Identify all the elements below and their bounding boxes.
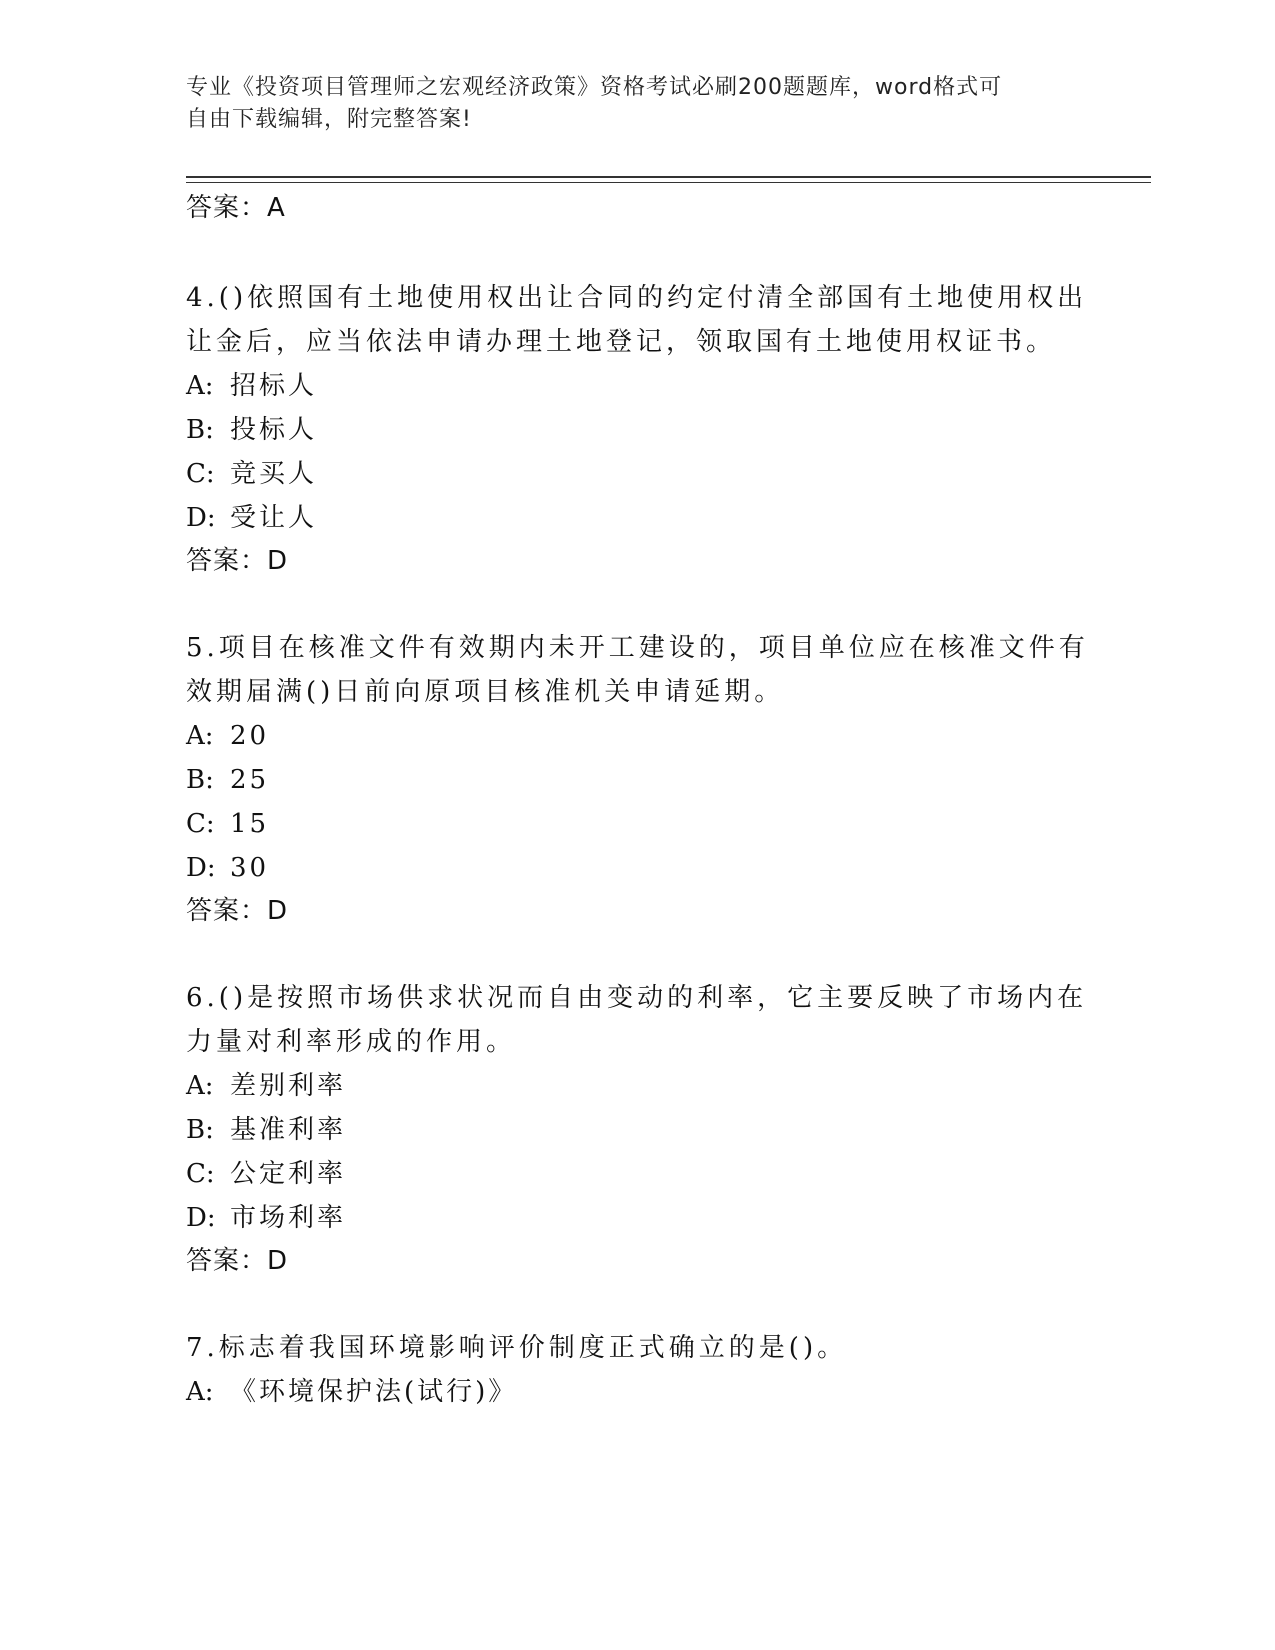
q4-option-a [186, 368, 317, 404]
option-label: B: [186, 1115, 214, 1145]
option-label: C: [186, 1159, 215, 1189]
option-label: D: [186, 503, 216, 533]
q5-answer: 答案：D [186, 896, 289, 926]
option-text: 受让人 [230, 503, 318, 533]
q4-option-c [186, 456, 317, 492]
q6-option-c [186, 1156, 346, 1192]
header-line-1: 专业《投资项目管理师之宏观经济政策》资格考试必刷200题题库，word格式可 [186, 75, 1003, 100]
q6-option-d [186, 1200, 346, 1236]
document-header [186, 72, 1066, 136]
q6-text-line-1: 6.()是按照市场供求状况而自由变动的利率，它主要反映了市场内在 [186, 983, 1088, 1013]
answer-prev: 答案：A [186, 193, 286, 223]
q6-text-line-2: 力量对利率形成的作用。 [186, 1027, 517, 1057]
option-label: C: [186, 459, 215, 489]
q4-text-line-1: 4.()依照国有土地使用权出让合同的约定付清全部国有土地使用权出 [186, 283, 1088, 313]
option-text: 差别利率 [230, 1071, 347, 1101]
q5-option-d [186, 850, 269, 886]
q4-option-d [186, 500, 317, 536]
option-label: B: [186, 415, 214, 445]
header-rule-thick [186, 176, 1151, 178]
q6-option-a [186, 1068, 346, 1104]
option-text: 20 [230, 721, 270, 751]
q6-option-b [186, 1112, 346, 1148]
option-label: A: [186, 371, 214, 401]
q6-answer: 答案：D [186, 1246, 289, 1276]
option-label: A: [186, 721, 214, 751]
option-text: 公定利率 [230, 1159, 347, 1189]
option-text: 25 [230, 765, 270, 795]
option-label: D: [186, 1203, 216, 1233]
option-text: 基准利率 [230, 1115, 347, 1145]
option-text: 招标人 [230, 371, 318, 401]
q5-option-c [186, 806, 269, 842]
option-label: A: [186, 1071, 214, 1101]
option-label: C: [186, 809, 215, 839]
option-label: D: [186, 853, 216, 883]
q5-text-line-2: 效期届满()日前向原项目核准机关申请延期。 [186, 677, 785, 707]
option-label: B: [186, 765, 214, 795]
q4-option-b [186, 412, 317, 448]
option-text: 30 [230, 853, 270, 883]
header-line-2: 自由下载编辑，附完整答案! [186, 107, 472, 132]
q4-text-line-2: 让金后，应当依法申请办理土地登记，领取国有土地使用权证书。 [186, 327, 1057, 357]
option-text: 投标人 [230, 415, 318, 445]
q5-option-b [186, 762, 269, 798]
header-rule-thin [186, 182, 1151, 183]
q7-option-a [186, 1374, 517, 1410]
option-text: 竞买人 [230, 459, 318, 489]
q4-answer: 答案：D [186, 546, 289, 576]
option-label: A: [186, 1377, 214, 1407]
option-text: 《环境保护法(试行)》 [230, 1377, 518, 1407]
q7-text-line-1: 7.标志着我国环境影响评价制度正式确立的是()。 [186, 1333, 848, 1363]
option-text: 15 [230, 809, 270, 839]
q5-option-a [186, 718, 269, 754]
q5-text-line-1: 5.项目在核准文件有效期内未开工建设的，项目单位应在核准文件有 [186, 633, 1089, 663]
option-text: 市场利率 [230, 1203, 347, 1233]
